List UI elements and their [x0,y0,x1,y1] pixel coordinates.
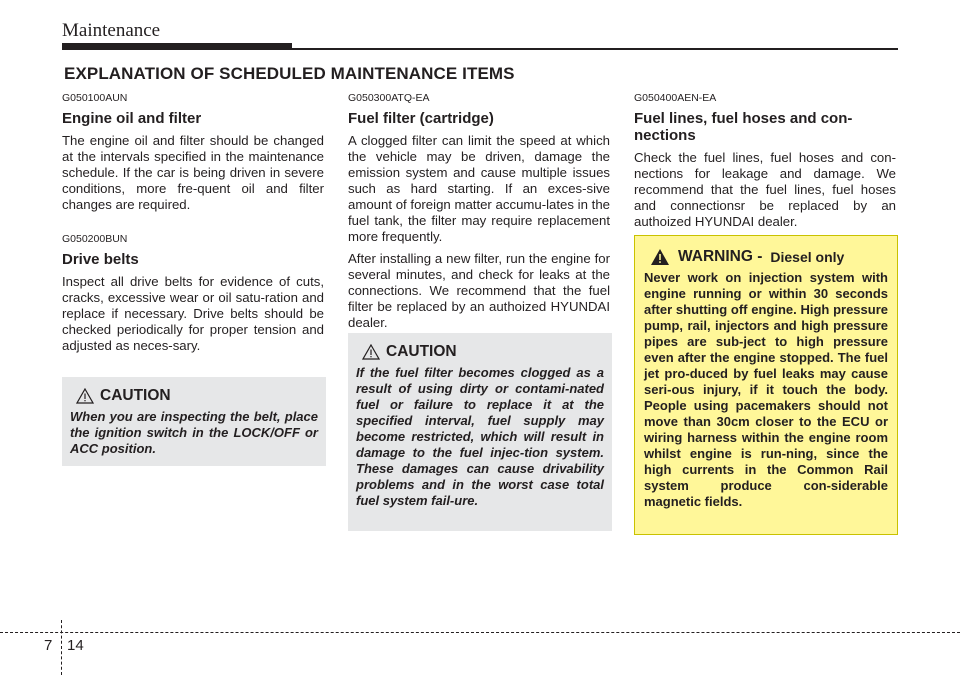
item-heading: Fuel filter (cartridge) [348,110,494,127]
caution-text: When you are inspecting the belt, place the ignition switch in the LOCK/OFF or ACC position. [70,409,318,456]
item-heading: Drive belts [62,251,139,268]
item-heading: Fuel lines, fuel hoses and con-nections [634,110,853,144]
header-rule [62,48,898,50]
item-body: Inspect all drive belts for evidence of cuts, cracks, excessive wear or oil satu-ration and replace if necessary. Drive belts should be checked periodically for proper tension and adjusted as neces-sary. [62,274,324,353]
caution-box-fuel-filter [348,333,612,531]
item-code: G050300ATQ-EA [348,92,430,104]
warning-text: Never work on injection system with engine running or within 30 seconds after shutting off engine. High pressure pump, rail, injectors and high pressure pipes are sub-ject to high pressure even after the engine stopped. The fuel jet pro-duced by fuel leaks may cause seri-ous injury, if it touch the body. People using pacemakers should not move than 30cm closer to the ECU or wiring harness within the engine room whilst engine is run-ning, since the high currents in the Common Rail system produce con-siderable magnetic fields. [644,270,888,509]
chapter-number: 7 [44,637,53,654]
caution-title [70,387,318,405]
column-1 [62,92,324,360]
header-title: Maintenance [62,20,161,41]
caution-title-text: CAUTION [386,343,457,360]
item-code: G050400AEN-EA [634,92,717,104]
column-2 [348,92,610,337]
caution-triangle-icon [76,388,94,404]
footer-rule [0,632,960,633]
column-3 [634,92,896,236]
item-heading: Engine oil and filter [62,110,202,127]
warning-title-text: WARNING - [678,248,763,265]
item-code: G050200BUN [62,233,128,245]
section-title: EXPLANATION OF SCHEDULED MAINTENANCE ITEMS [64,64,515,83]
warning-subtitle: Diesel only [770,249,845,265]
item-body: After installing a new filter, run the engine for several minutes, and check for leaks at the connections. We recommend that the fuel filter be replaced by an authoized HYUNDAI dealer. [348,251,610,330]
warning-title [650,248,888,266]
item-body: Check the fuel lines, fuel hoses and con-nections for leakage and damage. We recommend that the fuel lines, fuel hoses and connectionsr be replaced by an authoized HYUNDAI dealer. [634,150,896,229]
caution-text: If the fuel filter becomes clogged as a result of using dirty or contami-nated fuel or failure to replace it at the specified interval, fuel supply may become restricted, which will result in damage to the fuel injec-tion system. These damages can cause drivability problems and in the worst case total fuel system fail-ure. [356,365,604,508]
item-body: The engine oil and filter should be changed at the intervals specified in the maintenance schedule. If the car is being driven in severe conditions, more fre-quent oil and filter changes are required. [62,133,324,212]
page-number: 14 [67,637,84,654]
item-code: G050100AUN [62,92,128,104]
footer-divider [61,620,62,675]
caution-box-belt [62,377,326,466]
item-body: A clogged filter can limit the speed at which the vehicle may be driven, damage the emission system and cause multiple issues such as hard starting. If an exces-sive amount of foreign matter accumu-lates in the fuel tank, the filter may require replacement more frequently. [348,133,610,244]
caution-triangle-icon [362,344,380,360]
caution-title-text: CAUTION [100,387,171,404]
caution-title [356,343,604,361]
warning-triangle-icon [650,248,670,266]
warning-box-diesel [634,235,898,535]
